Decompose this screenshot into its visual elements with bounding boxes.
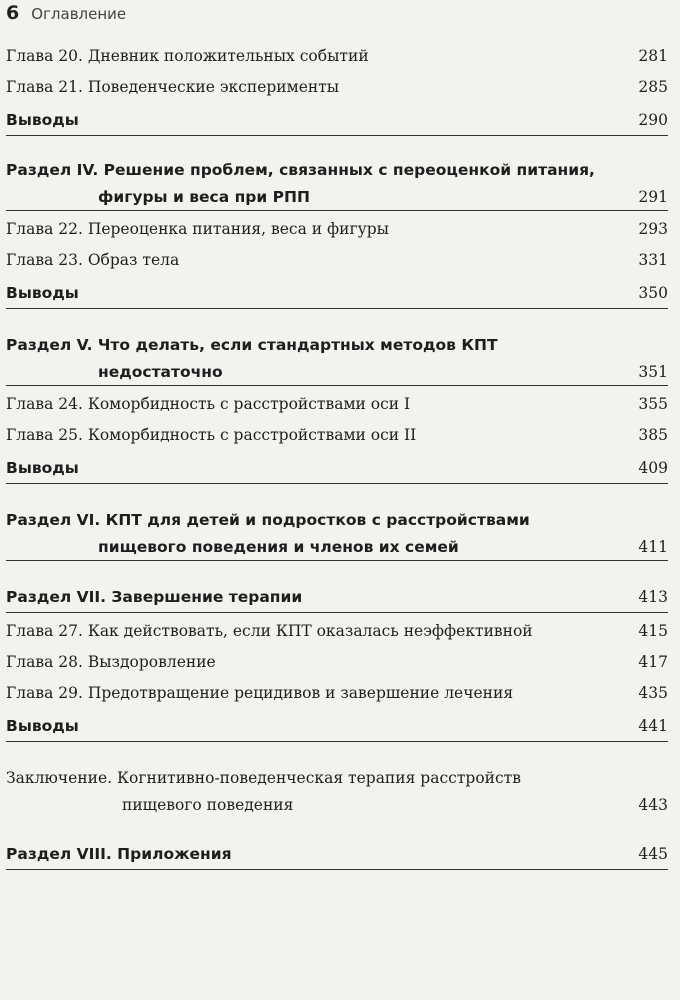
- toc-entry-chapter-24[interactable]: [6, 390, 668, 419]
- toc-entry-title-line1: Раздел IV. Решение проблем, связанных с переоценкой питания,: [6, 161, 595, 179]
- toc-entry-page: 413: [638, 588, 668, 606]
- toc-entry-chapter-20[interactable]: [6, 42, 668, 71]
- toc-entry-chapter-22[interactable]: [6, 215, 668, 244]
- toc-entry-conclusion[interactable]: [6, 764, 668, 818]
- toc-entry-page: 417: [638, 653, 668, 671]
- toc-entry-title: Глава 21. Поведенческие эксперименты: [6, 78, 340, 96]
- toc-entry-page: 350: [638, 284, 668, 302]
- toc-entry-page: 291: [638, 188, 668, 206]
- toc-entry-title-line2: пищевого поведения: [122, 796, 294, 814]
- toc-entry-title-line2: недостаточно: [98, 363, 223, 381]
- toc-entry-summary-section-3[interactable]: [6, 106, 668, 136]
- toc-entry-section-4[interactable]: [6, 156, 668, 211]
- toc-entry-summary-section-7[interactable]: [6, 712, 668, 742]
- toc-entry-page: 293: [638, 220, 668, 238]
- toc-entry-chapter-28[interactable]: [6, 648, 668, 677]
- toc-entry-title: Раздел VII. Завершение терапии: [6, 588, 303, 606]
- toc-entry-section-7[interactable]: [6, 583, 668, 613]
- toc-entry-title-line2: пищевого поведения и членов их семей: [98, 538, 459, 556]
- toc-entry-page: 385: [638, 426, 668, 444]
- toc-entry-title: Выводы: [6, 717, 79, 735]
- toc-entry-title: Глава 28. Выздоровление: [6, 653, 216, 671]
- toc-entry-title-line1: Раздел V. Что делать, если стандартных методов КПТ: [6, 336, 498, 354]
- toc-entry-chapter-25[interactable]: [6, 421, 668, 450]
- page-header: [6, 2, 126, 28]
- toc-entry-chapter-21[interactable]: [6, 73, 668, 102]
- toc-entry-section-8[interactable]: [6, 840, 668, 870]
- toc-entry-page: 435: [638, 684, 668, 702]
- toc-entry-page: 351: [638, 363, 668, 381]
- toc-entry-title: Глава 20. Дневник положительных событий: [6, 47, 369, 65]
- toc-entry-title: Раздел VIII. Приложения: [6, 845, 232, 863]
- toc-entry-title-line1: Раздел VI. КПТ для детей и подростков с расстройствами: [6, 511, 530, 529]
- toc-entry-summary-section-4[interactable]: [6, 279, 668, 309]
- table-of-contents: [6, 42, 668, 870]
- toc-entry-chapter-29[interactable]: [6, 679, 668, 708]
- toc-entry-page: 443: [638, 796, 668, 814]
- toc-entry-title: Выводы: [6, 284, 79, 302]
- toc-entry-page: 445: [638, 845, 668, 863]
- toc-entry-title: Глава 24. Коморбидность с расстройствами оси I: [6, 395, 411, 413]
- toc-entry-page: 290: [638, 111, 668, 129]
- toc-entry-page: 285: [638, 78, 668, 96]
- toc-entry-section-5[interactable]: [6, 331, 668, 386]
- toc-entry-title: Глава 23. Образ тела: [6, 251, 180, 269]
- toc-entry-title: Глава 22. Переоценка питания, веса и фигуры: [6, 220, 390, 238]
- toc-entry-title: Выводы: [6, 111, 79, 129]
- toc-entry-chapter-27[interactable]: [6, 617, 668, 646]
- toc-entry-title: Глава 29. Предотвращение рецидивов и завершение лечения: [6, 684, 514, 702]
- toc-entry-title-line2: фигуры и веса при РПП: [98, 188, 310, 206]
- toc-entry-title: Глава 27. Как действовать, если КПТ оказалась неэффективной: [6, 622, 533, 640]
- toc-entry-page: 411: [638, 538, 668, 556]
- toc-entry-page: 355: [638, 395, 668, 413]
- page-number: 6: [6, 2, 20, 24]
- toc-entry-page: 441: [638, 717, 668, 735]
- toc-entry-title: Выводы: [6, 459, 79, 477]
- toc-entry-summary-section-5[interactable]: [6, 454, 668, 484]
- running-title: Оглавление: [31, 5, 127, 23]
- toc-entry-page: 409: [638, 459, 668, 477]
- toc-entry-page: 331: [638, 251, 668, 269]
- toc-entry-page: 281: [638, 47, 668, 65]
- toc-entry-page: 415: [638, 622, 668, 640]
- toc-entry-title: Глава 25. Коморбидность с расстройствами оси II: [6, 426, 417, 444]
- toc-entry-chapter-23[interactable]: [6, 246, 668, 275]
- toc-entry-section-6[interactable]: [6, 506, 668, 561]
- toc-entry-title-line1: Заключение. Когнитивно-поведенческая терапия расстройств: [6, 769, 521, 787]
